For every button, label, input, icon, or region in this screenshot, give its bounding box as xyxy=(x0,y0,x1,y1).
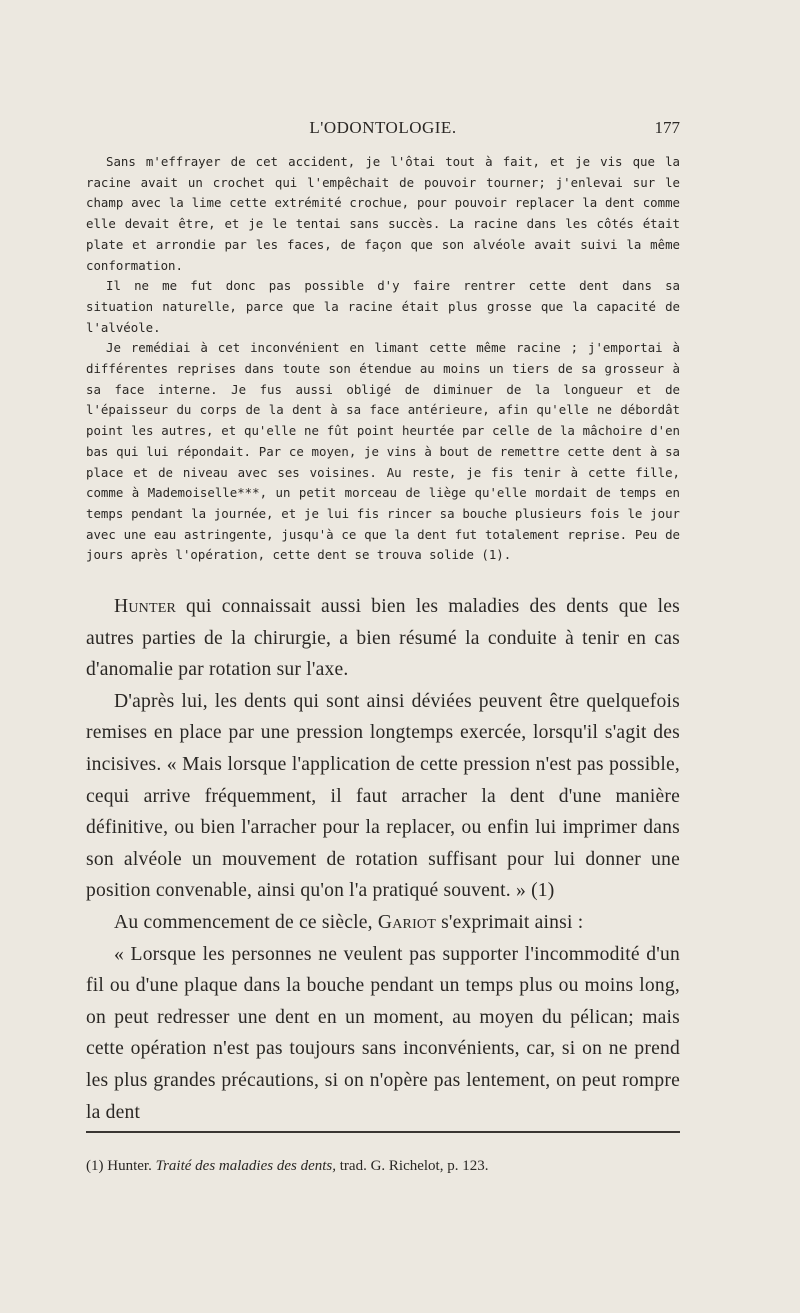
footnote xyxy=(86,1158,680,1175)
body-paragraph: D'après lui, les dents qui sont ainsi déviées peuvent être quelquefois remises en place par une pression longtemps exercée, lorsqu'il s'agit des incisives. « Mais lorsque l'application de cette pression n'est pas possible, cequi arrive fréquemment, il faut arracher la dent d'une manière définitive, ou bien l'arracher pour la replacer, ou enfin lui imprimer dans son alvéole un mouvement de rotation suffisant pour lui donner une position convenable, ainsi qu'on l'a pratiqué souvent. » (1) xyxy=(86,690,680,902)
quoted-paragraph: Il ne me fut donc pas possible d'y faire rentrer cette dent dans sa situation naturelle, parce que la racine était plus grosse que la capacité de l'alvéole. xyxy=(86,278,680,335)
main-text xyxy=(86,591,680,1128)
quoted-paragraph: Sans m'effrayer de cet accident, je l'ôtai tout à fait, et je vis que la racine avait un crochet qui l'empêchait de pouvoir tourner; j'enlevai sur le champ avec la lime cette extrémité crochue, pour pouvoir replacer la dent comme elle devait être, et je le tentai sans succès. La racine dans les côtés était plate et arrondie par les faces, de façon que son alvéole avait suivi la même conformation. xyxy=(86,154,680,273)
running-title: L'ODONTOLOGIE. xyxy=(309,118,457,137)
author-name: Hunter xyxy=(114,596,177,617)
author-name: Gariot xyxy=(377,911,436,933)
body-text: qui connaissait aussi bien les maladies des dents que les autres parties de la chirurgie, a bien résumé la conduite à tenir en cas d'anomalie par rotation sur l'axe. xyxy=(86,596,680,681)
body-paragraph: « Lorsque les personnes ne veulent pas supporter l'incommodité d'un fil ou d'une plaque dans la bouche pendant un temps plus ou moins long, on peut redresser une dent en un moment, au moyen du pélican; mais cette opération n'est pas toujours sans inconvénients, car, si on ne prend les plus grandes précautions, si on n'opère pas lentement, on peut rompre la dent xyxy=(86,943,680,1123)
body-text: s'exprimait ainsi : xyxy=(436,911,584,933)
body-text: Au commencement de ce siècle, xyxy=(114,911,378,933)
quoted-passage xyxy=(86,152,680,566)
body-paragraph xyxy=(86,591,680,686)
running-header xyxy=(86,118,680,140)
footnote-author: Hunter. xyxy=(107,1158,152,1174)
footnote-work-title: Traité des maladies des dents, xyxy=(155,1158,336,1174)
body-paragraph xyxy=(86,907,680,939)
footnote-rest: trad. G. Richelot, p. 123. xyxy=(339,1158,489,1174)
footnote-rule xyxy=(86,1131,680,1133)
quoted-paragraph: Je remédiai à cet inconvénient en limant cette même racine ; j'emportai à différentes reprises dans toute son étendue au moins un tiers de sa grosseur à sa face interne. Je fus aussi obligé de diminuer de la longueur et de l'épaisseur du corps de la dent à sa face antérieure, afin qu'elle ne débordât point les autres, et qu'elle ne fût point heurtée par celle de la mâchoire d'en bas qui lui répondait. Par ce moyen, je vins à bout de remettre cette dent à sa place et de niveau avec ses voisines. Au reste, je fis tenir à cette fille, comme à Mademoiselle***, un petit morceau de liège qu'elle mordait de temps en temps pendant la journée, et je lui fis rincer sa bouche plusieurs fois le jour avec une eau astringente, jusqu'à ce que la dent fut totalement reprise. Peu de jours après l'opération, cette dent se trouva solide (1). xyxy=(86,340,680,563)
page-number: 177 xyxy=(654,118,680,137)
footnote-mark: (1) xyxy=(86,1158,104,1174)
